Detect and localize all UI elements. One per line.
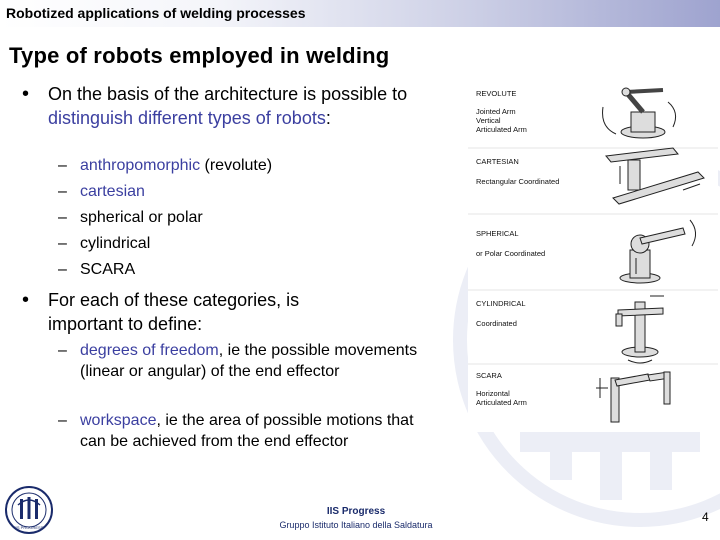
definition-highlight: workspace bbox=[80, 412, 157, 429]
definition-highlight: degrees of freedom bbox=[80, 342, 219, 359]
type-item-spherical bbox=[80, 207, 203, 228]
type-rest: (revolute) bbox=[200, 157, 273, 174]
dash-icon: – bbox=[58, 183, 67, 200]
bullet-architecture-highlight: distinguish different types of robots bbox=[48, 108, 326, 128]
bullet-architecture bbox=[48, 82, 438, 130]
page-number: 4 bbox=[702, 510, 709, 524]
logo-text: IIS PROGRESS bbox=[14, 525, 44, 530]
type-rest: spherical or polar bbox=[80, 209, 203, 226]
panel-line: Rectangular Coordinated bbox=[476, 177, 560, 186]
footer-org-subtitle: Gruppo Istituto Italiano della Saldatura bbox=[279, 520, 433, 530]
type-highlight: cartesian bbox=[80, 183, 145, 200]
bullet-define: For each of these categories, is important to define: bbox=[48, 290, 300, 334]
dash-icon: – bbox=[58, 342, 67, 359]
type-highlight: anthropomorphic bbox=[80, 157, 201, 174]
panel-line: Coordinated bbox=[476, 319, 517, 328]
dash-icon: – bbox=[58, 235, 67, 252]
type-rest: SCARA bbox=[80, 261, 136, 278]
panel-line: Articulated Arm bbox=[476, 125, 527, 134]
robot-types-figure bbox=[468, 82, 718, 432]
dash-icon: – bbox=[58, 261, 67, 278]
definition-rest: , ie the possible movements (linear or angular) of the end effector bbox=[80, 342, 418, 380]
definition-degrees-of-freedom bbox=[80, 340, 450, 382]
panel-line: or Polar Coordinated bbox=[476, 249, 546, 258]
bullet-architecture-text: On the basis of the architecture is possible to bbox=[48, 84, 408, 104]
type-item-cartesian bbox=[80, 181, 145, 202]
panel-title: CARTESIAN bbox=[476, 157, 519, 166]
definition-rest: , ie the area of possible motions that can be achieved from the end effector bbox=[80, 412, 414, 450]
slide-title: Type of robots employed in welding bbox=[9, 43, 390, 68]
iis-progress-logo bbox=[4, 485, 54, 535]
panel-line: Articulated Arm bbox=[476, 398, 527, 407]
panel-line: Jointed Arm bbox=[476, 107, 516, 116]
dash-icon: – bbox=[58, 157, 67, 174]
section-title: Robotized applications of welding processes bbox=[6, 5, 306, 21]
panel-title: CYLINDRICAL bbox=[476, 299, 526, 308]
dash-icon: – bbox=[58, 412, 67, 429]
bullet-architecture-end: : bbox=[325, 108, 331, 128]
type-rest: cylindrical bbox=[80, 235, 151, 252]
panel-line: Vertical bbox=[476, 116, 501, 125]
type-item-cylindrical bbox=[80, 233, 150, 254]
bullet-dot: • bbox=[22, 289, 30, 311]
footer-org-name: IIS Progress bbox=[326, 506, 386, 517]
panel-title: REVOLUTE bbox=[476, 89, 517, 98]
panel-line: Horizontal bbox=[476, 389, 510, 398]
dash-icon: – bbox=[58, 209, 67, 226]
type-item-scara bbox=[80, 259, 135, 280]
panel-title: SCARA bbox=[476, 371, 502, 380]
definition-workspace bbox=[80, 410, 430, 452]
panel-title: SPHERICAL bbox=[476, 229, 519, 238]
bullet-dot: • bbox=[22, 83, 30, 105]
type-item-anthropomorphic bbox=[80, 155, 272, 176]
